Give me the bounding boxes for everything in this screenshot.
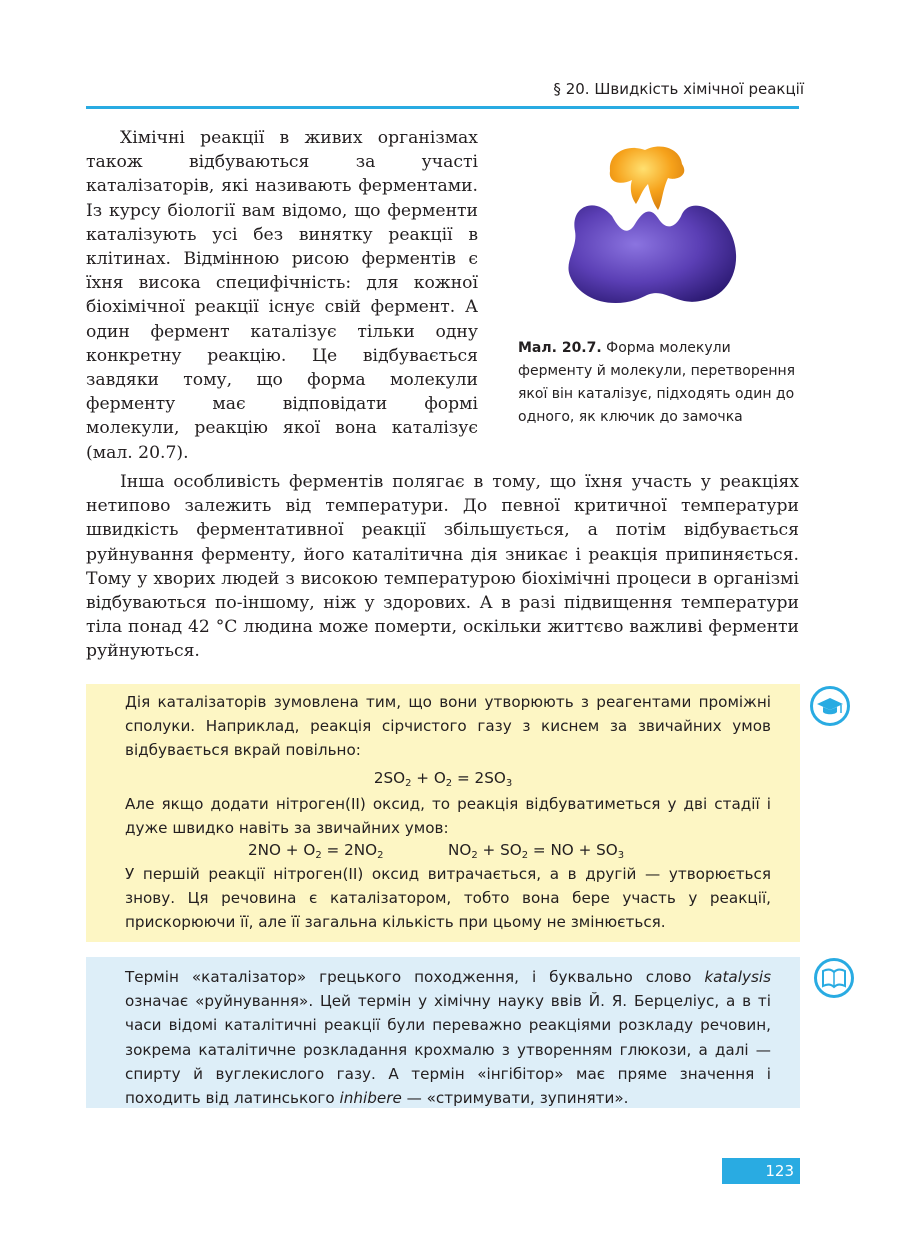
paragraph-2: Інша особливість ферментів полягає в тому, що їхня участь у реакціях нетипово залежить від температури. До певної критичної температури швидкість ферментативної реакції збільшується, а потім відбувається руйнування ферменту, його каталітична дія зникає і реакція припиняється. Тому у хворих людей з високою температурою біохімічні процеси в організмі відбуваються по-іншому, ніж у здорових. А в разі підвищення температури тіла понад 42 °C людина може померти, оскільки життєво важливі ферменти руйнуються. (86, 472, 799, 662)
box-yellow-text-1: Дія каталізаторів зумовлена тим, що вони утворюють з реагентами проміжні сполуки. Наприклад, реакція сірчистого газу з киснем за звичайних умов відбувається вкрай повільно: (125, 693, 771, 760)
graduation-cap-icon (810, 686, 850, 726)
running-header: § 20. Швидкість хімічної реакції (553, 80, 804, 98)
equation-no-o2: $2NO + O_2 = 2NO_2$ (248, 841, 384, 861)
catalysis-mechanism-box (86, 684, 800, 942)
etymology-text: Термін «каталізатор» грецького походження, і буквально слово katalysis означає «руйнування». Цей термін у хімічну науку ввів Й. Я. Берцеліус, а в ті часи відомі каталітичні реакції були переважно реакціями розкладу речовин, зокрема каталітичне розкладання крохмалю з утворенням глюкози, а далі — спирту й вуглекислого газу. А термін «інгібітор» має пряме значення і походить від латинського inhibere — «стримувати, зупиняти». (125, 968, 771, 1108)
equation-so2-o2: $2SO_2 + O_2 = 2SO_3$ (373, 769, 513, 789)
equation-no2-so2: $NO_2 + SO_2$ = NO + $SO_3$ (448, 841, 625, 861)
paragraph-1: Хімічні реакції в живих організмах також відбуваються за участі каталізаторів, які називають ферментами. Із курсу біології вам відомо, що ферменти каталізують усі без винятку реакції в клітинах. Відмінною рисою ферментів є їхня висока специфічність: для кожної біохімічної реакції існує свій фермент. А один фермент каталізує тільки одну конкретну реакцію. Це відбувається завдяки тому, що форма молекули ферменту має відповідати формі молекули, реакцію якої вона каталізує (мал. 20.7). (86, 128, 478, 463)
open-book-icon (814, 958, 854, 998)
enzyme-molecule-illustration (550, 136, 750, 326)
enzyme-substrate-figure (550, 136, 750, 326)
header-rule (86, 106, 799, 109)
page-number: 123 (722, 1158, 800, 1184)
figure-caption: Мал. 20.7. Форма молекули ферменту й молекули, перетворення якої він каталізує, підходять один до одного, як ключик до замочка (518, 340, 796, 425)
box-yellow-text-3: У першій реакції нітроген(ІІ) оксид витрачається, а в другій — утворюється знову. Ця речовина є каталізатором, тобто вона бере участь у реакції, прискорюючи її, але її загальна кількість при цьому не змінюється. (125, 865, 771, 932)
box-yellow-text-2: Але якщо додати нітроген(ІІ) оксид, то реакція відбуватиметься у дві стадії і дуже швидко навіть за звичайних умов: (125, 795, 771, 838)
etymology-box (86, 957, 800, 1108)
